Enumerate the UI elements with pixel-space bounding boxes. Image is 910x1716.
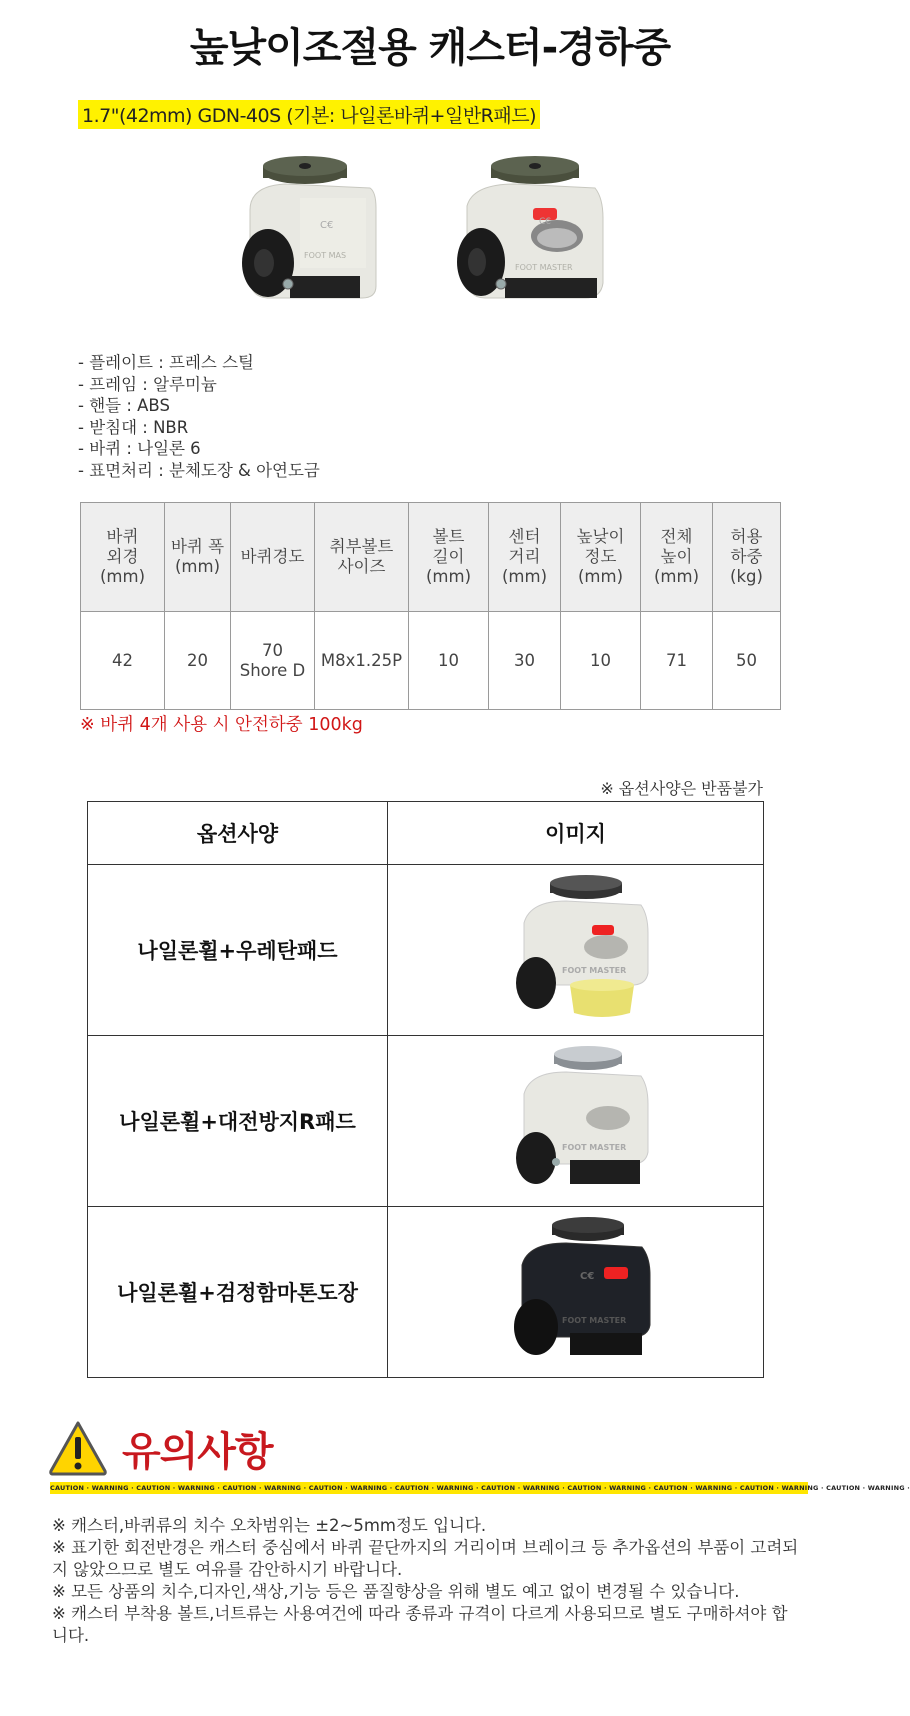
warning-triangle-icon — [48, 1418, 108, 1478]
spec-item: - 바퀴 : 나일론 6 — [78, 439, 201, 458]
option-return-note: ※ 옵션사양은 반품불가 — [600, 779, 763, 798]
svg-text:C€: C€ — [579, 1270, 594, 1282]
spec-value-text: 50 — [736, 650, 757, 670]
caution-tape-text: CAUTION · WARNING · CAUTION · WARNING · CAUTION · WARNING · CAUTION · WARNING · CAUTION · WARNING · CAUTION · WARNING · CAUTION · WARNING · CAUTION · WARNING · CAUTION · WARNING · CAUTION · WARNING · — [50, 1484, 910, 1492]
spec-header-text: 취부볼트 사이즈 — [329, 537, 394, 576]
spec-header — [641, 503, 713, 612]
options-header-option: 옵션사양 — [88, 802, 388, 865]
spec-value-text: 10 — [438, 650, 459, 670]
svg-text:C€: C€ — [539, 217, 552, 227]
spec-value — [81, 612, 165, 710]
caster-black-hammertone-image — [496, 1215, 656, 1365]
option-label: 나일론휠+우레탄패드 — [88, 865, 388, 1036]
caster-urethane-pad-image — [496, 873, 656, 1023]
product-subtitle: 1.7"(42mm) GDN-40S (기본: 나일론바퀴+일반R패드) — [78, 100, 540, 129]
spec-value-text: 30 — [514, 650, 535, 670]
svg-text:C€: C€ — [320, 220, 334, 231]
spec-header — [409, 503, 489, 612]
notice-item: ※ 모든 상품의 치수,디자인,색상,기능 등은 품질향상을 위해 별도 예고 없이 변경될 수 있습니다. — [52, 1582, 740, 1601]
spec-header-text: 높낮이 정도 (mm) — [576, 527, 625, 586]
spec-value — [561, 612, 641, 710]
notice-item: ※ 캐스터 부착용 볼트,너트류는 사용여건에 따라 종류과 규격이 다르게 사용되므로 별도 구매하셔야 합니다. — [52, 1604, 788, 1645]
spec-value-text: 10 — [590, 650, 611, 670]
caution-title: 유의사항 — [122, 1429, 273, 1475]
option-label: 나일론휠+검정함마톤도장 — [88, 1207, 388, 1378]
notice-list — [52, 1515, 802, 1647]
page-title: 높낮이조절용 캐스터-경하중 — [189, 25, 671, 71]
svg-text:FOOT MASTER: FOOT MASTER — [561, 965, 626, 975]
spec-table — [80, 502, 781, 710]
spec-table-header-row — [81, 503, 781, 612]
spec-header-text: 바퀴경도 — [240, 547, 305, 566]
spec-value-text: 71 — [666, 650, 687, 670]
svg-text:FOOT MAS: FOOT MAS — [304, 251, 347, 260]
options-row — [88, 1036, 764, 1207]
option-image-cell — [388, 1207, 764, 1378]
spec-value — [409, 612, 489, 710]
spec-header-text: 바퀴 외경 (mm) — [99, 527, 146, 586]
spec-value — [231, 612, 315, 710]
svg-text:FOOT MASTER: FOOT MASTER — [515, 263, 573, 272]
options-row — [88, 1207, 764, 1378]
options-header-image: 이미지 — [388, 802, 764, 865]
spec-header — [561, 503, 641, 612]
spec-item: - 핸들 : ABS — [78, 396, 170, 415]
spec-value-text: 20 — [187, 650, 208, 670]
spec-value-text: 70 Shore D — [239, 640, 306, 680]
spec-header — [315, 503, 409, 612]
caster-image-side — [230, 158, 380, 318]
spec-value-text: 42 — [112, 650, 133, 670]
spec-value — [713, 612, 781, 710]
options-header-row — [88, 802, 764, 865]
spec-header-text: 센터 거리 (mm) — [501, 527, 548, 586]
options-table — [87, 801, 764, 1378]
spec-header — [231, 503, 315, 612]
spec-table-value-row — [81, 612, 781, 710]
caster-antistatic-pad-image — [496, 1044, 656, 1194]
notice-item: ※ 표기한 회전반경은 캐스터 중심에서 바퀴 끝단까지의 거리이며 브레이크 등 추가옵션의 부품이 고려되지 않았으므로 별도 여유를 감안하시기 바랍니다. — [52, 1538, 799, 1579]
notice-item: ※ 캐스터,바퀴류의 치수 오차범위는 ±2~5mm정도 입니다. — [52, 1516, 487, 1535]
option-label: 나일론휠+대전방지R패드 — [88, 1036, 388, 1207]
options-row — [88, 865, 764, 1036]
spec-header-text: 전체 높이 (mm) — [653, 527, 700, 586]
spec-header-text: 허용 하중 (kg) — [730, 527, 763, 586]
spec-value — [489, 612, 561, 710]
svg-text:FOOT MASTER: FOOT MASTER — [561, 1142, 626, 1152]
spec-header-text: 바퀴 폭 (mm) — [170, 537, 225, 576]
caster-image-angled — [445, 158, 605, 318]
spec-header-text: 볼트 길이 (mm) — [425, 527, 472, 586]
caution-tape — [50, 1482, 910, 1494]
spec-value — [315, 612, 409, 710]
spec-value-text: M8x1.25P — [320, 650, 403, 670]
spec-item: - 받침대 : NBR — [78, 417, 189, 437]
spec-value — [165, 612, 231, 710]
spec-item: - 표면처리 : 분체도장 & 아연도금 — [78, 460, 320, 480]
option-image-cell — [388, 1036, 764, 1207]
svg-text:FOOT MASTER: FOOT MASTER — [561, 1315, 626, 1325]
spec-header — [165, 503, 231, 612]
spec-header — [489, 503, 561, 612]
spec-item: - 플레이트 : 프레스 스틸 — [78, 353, 254, 372]
safety-load-note: ※ 바퀴 4개 사용 시 안전하중 100kg — [80, 715, 363, 735]
spec-value — [641, 612, 713, 710]
spec-list — [78, 352, 320, 481]
spec-header — [81, 503, 165, 612]
spec-header — [713, 503, 781, 612]
option-image-cell — [388, 865, 764, 1036]
spec-item: - 프레임 : 알루미늄 — [78, 374, 217, 394]
